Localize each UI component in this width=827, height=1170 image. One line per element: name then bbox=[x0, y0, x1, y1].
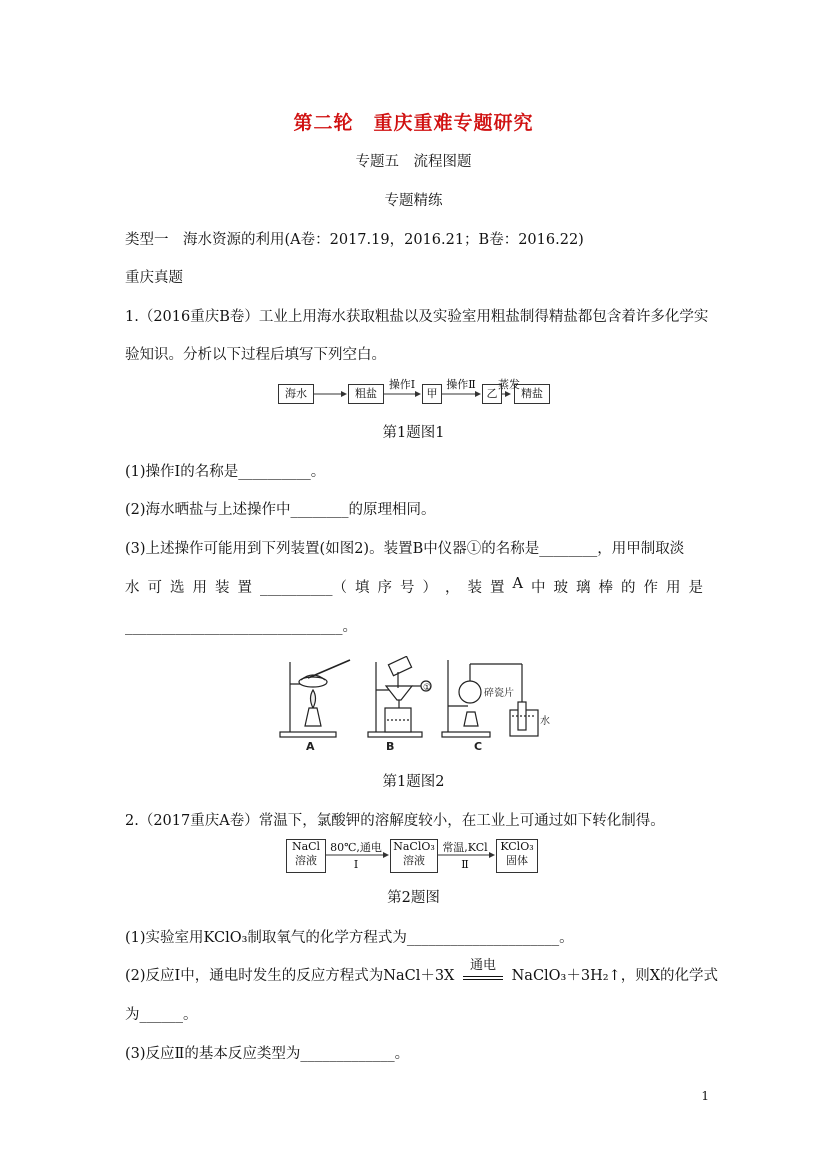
q2-flow-diagram bbox=[286, 838, 538, 874]
q1-sub2: (2)海水晒盐与上述操作中________的原理相同。 bbox=[125, 502, 436, 518]
word: 棒 bbox=[598, 580, 613, 596]
q2-box-kclo3-line2: 固体 bbox=[506, 853, 528, 867]
word: 璃 bbox=[575, 580, 591, 596]
word: 装 bbox=[215, 580, 230, 596]
word: 选 bbox=[170, 580, 185, 596]
word: 中 bbox=[530, 580, 546, 596]
flow-box-yi: 乙 bbox=[482, 384, 502, 404]
apparatus-a-glass-rod bbox=[308, 660, 350, 678]
q2-stem: 2.（2017重庆A卷）常温下，氯酸钾的溶解度较小，在工业上可通过如下转化制得。 bbox=[125, 813, 665, 829]
equation-condition: 通电 bbox=[469, 958, 496, 973]
word: 用 bbox=[665, 580, 681, 596]
word: __________（ bbox=[260, 580, 347, 596]
apparatus-a-flame bbox=[311, 690, 316, 708]
q2-sub1: (1)实验室用KClO₃制取氧气的化学方程式为_____________________。 bbox=[125, 930, 574, 946]
page-number: 1 bbox=[701, 1089, 709, 1103]
q2-arrow1-step: Ⅰ bbox=[353, 858, 359, 871]
apparatus-c-base bbox=[442, 732, 490, 737]
flow-box-jia: 甲 bbox=[422, 384, 442, 404]
word: 玻 bbox=[553, 580, 568, 596]
q2-box-naclo3-line2: 溶液 bbox=[403, 853, 425, 867]
q2-sub2-pre: (2)反应Ⅰ中，通电时发生的反应方程式为NaCl＋3X bbox=[125, 968, 455, 984]
q1-apparatus-figure bbox=[278, 656, 550, 752]
equation-condition-sign bbox=[463, 958, 503, 980]
q1-sub1: (1)操作Ⅰ的名称是__________。 bbox=[125, 464, 326, 480]
type-heading: 类型一 海水资源的利用(A卷：2017.19，2016.21；B卷：2016.22) bbox=[125, 232, 584, 248]
q2-sub3: (3)反应Ⅱ的基本反应类型为_____________。 bbox=[125, 1046, 410, 1062]
apparatus-b-label: B bbox=[386, 740, 395, 752]
apparatus-b-marker: ① bbox=[423, 683, 432, 693]
q2-box-naclo3 bbox=[390, 839, 438, 873]
q2-box-nacl-line2: 溶液 bbox=[295, 853, 317, 867]
word: 是 bbox=[688, 580, 703, 596]
flow-label-evaporate: 蒸发 bbox=[498, 378, 520, 391]
q1-flow-diagram bbox=[278, 378, 550, 408]
word: 的 bbox=[620, 580, 636, 596]
word: 装 bbox=[467, 580, 482, 596]
q2-sub2-line2: 为______。 bbox=[125, 1007, 198, 1023]
apparatus-a-lamp bbox=[305, 708, 321, 726]
equation-double-line bbox=[463, 976, 503, 980]
q1-fig2-caption: 第1题图2 bbox=[382, 774, 445, 790]
word: 可 bbox=[147, 580, 162, 596]
word: 填 bbox=[355, 580, 370, 596]
q2-box-nacl-line1: NaCl bbox=[291, 840, 321, 853]
topic-subtitle: 专题五 流程图题 bbox=[355, 154, 472, 170]
word: 序 bbox=[377, 580, 392, 596]
flow-label-op2: 操作Ⅱ bbox=[446, 378, 476, 391]
word: 置 bbox=[490, 580, 505, 596]
q2-box-naclo3-line1: NaClO₃ bbox=[393, 840, 435, 853]
flow-label-op1: 操作Ⅰ bbox=[388, 378, 416, 391]
q2-arrow2-condition: 常温,KCl bbox=[442, 841, 488, 854]
q2-sub2-line1 bbox=[125, 958, 719, 985]
word: 作 bbox=[643, 580, 658, 596]
word: ， bbox=[445, 580, 460, 596]
q1-sub3-line3: ______________________________。 bbox=[125, 619, 357, 635]
apparatus-c-lamp bbox=[464, 712, 478, 726]
q2-sub2-post: NaClO₃＋3H₂↑，则X的化学式 bbox=[511, 968, 719, 984]
apparatus-b-beaker-pour bbox=[388, 656, 411, 675]
apparatus-c-label: C bbox=[474, 740, 483, 752]
q1-sub3-line1: (3)上述操作可能用到下列装置(如图2)。装置B中仪器①的名称是________，用甲制取淡 bbox=[125, 541, 685, 557]
q2-arrow1-condition: 80℃,通电 bbox=[330, 841, 382, 854]
word: 置 bbox=[237, 580, 252, 596]
word: 号 bbox=[400, 580, 415, 596]
apparatus-c-shards-label: 碎瓷片 bbox=[484, 688, 514, 699]
apparatus-b-base bbox=[368, 732, 422, 737]
flow-box-crude-salt: 粗盐 bbox=[348, 384, 384, 404]
page-title: 第二轮 重庆重难专题研究 bbox=[293, 112, 534, 134]
apparatus-a-base bbox=[280, 732, 336, 737]
apparatus-a-label: A bbox=[306, 740, 315, 752]
flow-box-refined-salt: 精盐 bbox=[514, 384, 550, 404]
q1-stem-line1: 1.（2016重庆B卷）工业上用海水获取粗盐以及实验室用粗盐制得精盐都包含着许多化学实 bbox=[125, 309, 709, 325]
apparatus-drawing bbox=[278, 656, 550, 752]
word: 用 bbox=[192, 580, 207, 596]
real-exam-heading: 重庆真题 bbox=[125, 270, 183, 286]
apparatus-c-flask bbox=[459, 681, 481, 703]
apparatus-b-funnel bbox=[386, 686, 412, 700]
flow-box-seawater: 海水 bbox=[278, 384, 314, 404]
q1-stem-line2: 验知识。分析以下过程后填写下列空白。 bbox=[125, 347, 386, 363]
q2-box-kclo3 bbox=[496, 839, 538, 873]
section-heading: 专题精练 bbox=[384, 193, 443, 209]
q2-box-kclo3-line1: KClO₃ bbox=[500, 840, 534, 853]
q2-box-nacl bbox=[286, 839, 326, 873]
q2-arrow2-step: Ⅱ bbox=[461, 858, 469, 871]
apparatus-c-water-label: 水 bbox=[540, 716, 550, 727]
word: ） bbox=[422, 580, 437, 596]
q1-fig1-caption: 第1题图1 bbox=[382, 425, 445, 441]
q2-fig-caption: 第2题图 bbox=[387, 890, 440, 906]
word: A bbox=[512, 576, 523, 592]
word: 水 bbox=[125, 580, 140, 596]
q1-sub3-line2 bbox=[125, 576, 703, 597]
